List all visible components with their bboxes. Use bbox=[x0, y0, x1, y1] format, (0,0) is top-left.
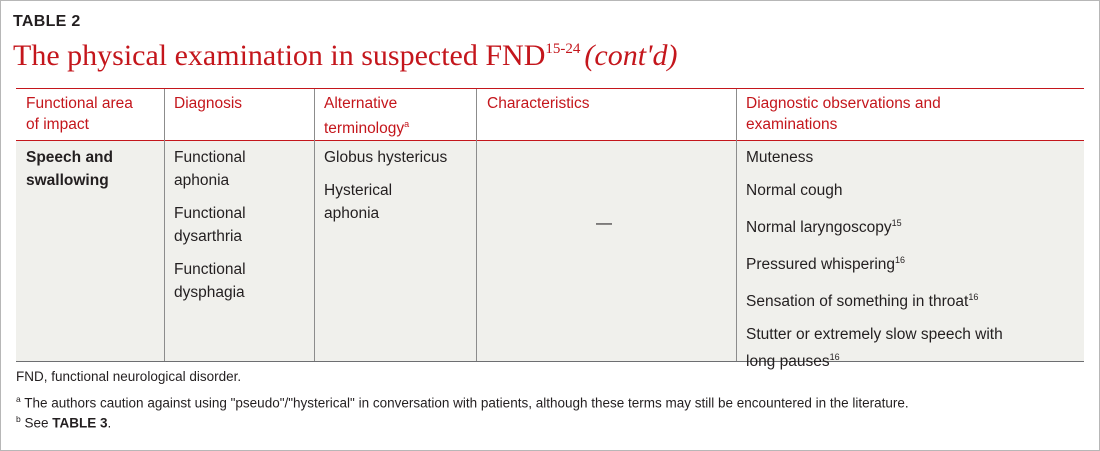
footnote-a: $^a$ The authors caution against using "pseudo"/"hysterical" in conversation with patients, although these terms may still be encountered in the literature. bbox=[16, 394, 909, 411]
footnote-b: $^b$ See TABLE 3. bbox=[16, 414, 112, 431]
title-cont: (cont'd) bbox=[584, 39, 678, 72]
header-alternative-terminology: Alternative terminology$^a$ bbox=[324, 95, 410, 138]
title-refs: 15-24 bbox=[545, 41, 581, 57]
cell-terminology bbox=[324, 146, 447, 235]
observation-item: Stutter or extremely slow speech with long pauses$^{16}$ bbox=[746, 326, 1003, 371]
table-title bbox=[13, 39, 677, 73]
diagnosis-item: Functional dysarthria bbox=[174, 205, 246, 245]
footnote-abbreviation: FND, functional neurological disorder. bbox=[16, 369, 242, 384]
header-diagnostic-observations: Diagnostic observations and examinations bbox=[746, 95, 941, 133]
column-divider bbox=[164, 89, 165, 361]
terminology-item: Globus hystericus bbox=[324, 149, 448, 166]
observation-item: Normal laryngoscopy$^{15}$ bbox=[746, 218, 902, 237]
observation-item: Sensation of something in throat$^{16}$ bbox=[746, 292, 979, 311]
header-diagnosis: Diagnosis bbox=[174, 95, 243, 112]
cell-characteristics: — bbox=[596, 215, 612, 232]
observation-item: Pressured whispering$^{16}$ bbox=[746, 255, 906, 274]
header-top-rule bbox=[16, 88, 1084, 89]
cell-diagnoses bbox=[174, 146, 246, 314]
header-functional-area: Functional area of impact bbox=[26, 95, 133, 133]
column-divider bbox=[314, 89, 315, 361]
column-divider bbox=[476, 89, 477, 361]
table-3-reference: TABLE 3 bbox=[52, 415, 108, 431]
cell-observations bbox=[746, 146, 1003, 384]
cell-functional-area: Speech and swallowing bbox=[26, 149, 113, 189]
header-characteristics: Characteristics bbox=[487, 95, 590, 112]
diagnosis-item: Functional dysphagia bbox=[174, 261, 246, 301]
column-divider bbox=[736, 89, 737, 361]
table-label: TABLE 2 bbox=[13, 13, 81, 30]
observation-item: Muteness bbox=[746, 149, 814, 166]
terminology-item: Hysterical aphonia bbox=[324, 182, 393, 222]
observation-item: Normal cough bbox=[746, 182, 843, 199]
diagnosis-item: Functional aphonia bbox=[174, 149, 246, 189]
title-main: The physical examination in suspected FND bbox=[13, 39, 546, 72]
